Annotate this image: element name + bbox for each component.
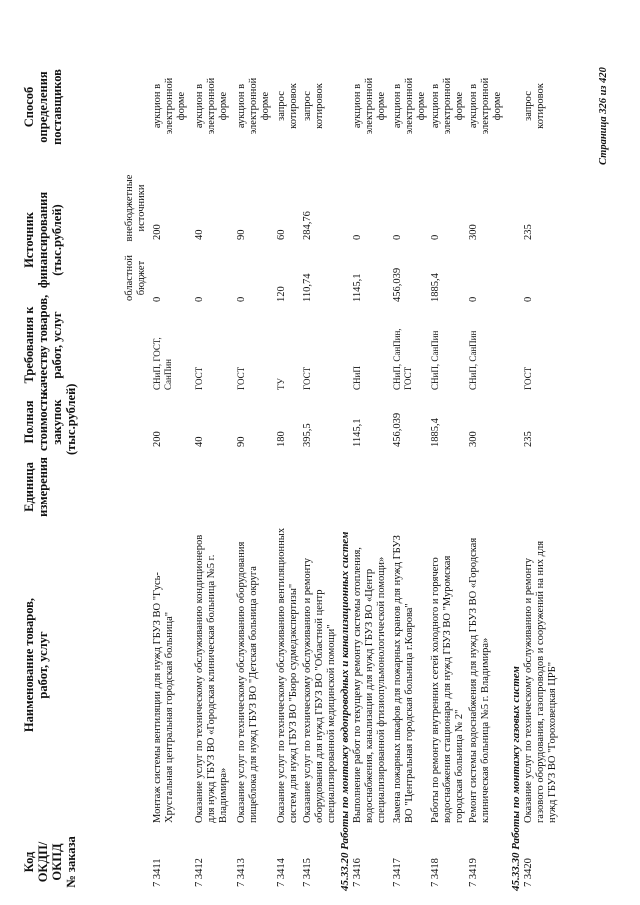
row-method: запрос котировок [302, 83, 325, 129]
row-cost: 40 [194, 436, 205, 447]
row-code: 7 3419 [468, 858, 479, 887]
row-cost: 180 [276, 431, 287, 447]
row-method: аукцион в электронной форме [392, 77, 427, 135]
row-code: 7 3411 [152, 858, 163, 887]
header-code: Код ОКДП/ ОКПД № заказа [22, 836, 78, 888]
row-name: Оказание услуг по техническому обслуживанию кондиционеров для нужд ГБУЗ ВО «Городская клиническая больница №5 г. Владимира» [194, 534, 229, 823]
row-requirements: СНиП, СанПин [468, 330, 478, 390]
row-cost: 456,039 [392, 412, 403, 447]
row-method: аукцион в электронной форме [430, 77, 465, 135]
row-extrabudget: 90 [236, 229, 247, 240]
section-heading: 45.33.30 Работы по монтажу газовых систем [510, 666, 522, 891]
row-extrabudget: 0 [392, 234, 403, 240]
header-requirements: Требования к качеству товаров, работ, услуг [22, 294, 64, 396]
row-requirements: ГОСТ [523, 366, 533, 390]
row-regional-budget: 0 [523, 296, 534, 302]
row-requirements: СНиП, СанПин, ГОСТ [392, 328, 413, 390]
row-extrabudget: 0 [352, 234, 363, 240]
row-requirements: СНиП [352, 366, 362, 390]
row-regional-budget: 120 [276, 286, 287, 302]
row-regional-budget: 0 [236, 296, 247, 302]
row-name: Выполнение работ по текущему ремонту системы отопления, водоснабжения, канализации для нужд ГБУЗ ВО «Центр специализированной фтизиопульмонологической помощи» [352, 547, 387, 823]
row-code: 7 3412 [194, 858, 205, 887]
row-regional-budget: 0 [468, 296, 479, 302]
row-name: Работы по ремонту внутренних сетей холодного и горячего водоснабжения стационара для нужд ГБУЗ ВО "Муромская городская больница № 2" [430, 555, 465, 823]
row-cost: 235 [523, 431, 534, 447]
row-name: Оказание услуг по техническому обслуживанию и ремонту оборудования для нужд ГБУЗ ВО "Областной центр специализированной медицинской помощи" [302, 558, 337, 823]
row-extrabudget: 300 [468, 224, 479, 240]
header-unit: Единица измерения [22, 457, 50, 517]
row-name: Оказание услуг по техническому обслуживанию вентиляционных систем для нужд ГБУЗ ВО "Бюро судмедэкспертизы" [276, 527, 299, 823]
row-extrabudget: 200 [152, 224, 163, 240]
row-name: Оказание услуг по техническому обслуживанию и ремонту газового оборудования, газопроводов и сооружений на них для нужд ГБУЗ ВО "Гороховецкая ЦРБ" [523, 540, 558, 823]
row-method: запрос котировок [276, 83, 299, 129]
row-requirements: СНиП, ГОСТ, СанПин [152, 337, 173, 390]
row-cost: 200 [152, 431, 163, 447]
row-requirements: ТУ [276, 378, 286, 390]
row-requirements: ГОСТ [236, 366, 246, 390]
row-method: аукцион в электронной форме [352, 77, 387, 135]
row-name: Монтаж системы вентиляции для нужд ГБУЗ ВО "Гусь-Хрустальная центральная городская больница" [152, 572, 175, 823]
row-regional-budget: 0 [194, 296, 205, 302]
row-extrabudget: 0 [430, 234, 441, 240]
row-regional-budget: 110,74 [302, 273, 313, 302]
row-requirements: СНиП, СанПин [430, 330, 440, 390]
row-cost: 395,5 [302, 423, 313, 447]
header-source-regional: областной бюджет [124, 255, 147, 301]
row-name: Оказание услуг по техническому обслуживанию оборудования пищеблока для нужд ГБУЗ ВО "Детская больница округа [236, 541, 259, 823]
row-regional-budget: 1885,4 [430, 273, 441, 302]
row-cost: 1885,4 [430, 418, 441, 447]
section-heading: 45.33.20 Работы по монтажу водопроводных и канализационных систем [339, 531, 351, 891]
row-requirements: ГОСТ [302, 366, 312, 390]
row-code: 7 3418 [430, 858, 441, 887]
row-method: запрос котировок [523, 83, 546, 129]
row-method: аукцион в электронной форме [236, 77, 271, 135]
row-method: аукцион в электронной форме [468, 77, 503, 135]
header-source: Источник финансирования (тыс.рублей) [22, 191, 64, 289]
header-name: Наименование товаров, работ, услуг [22, 597, 50, 733]
row-extrabudget: 60 [276, 229, 287, 240]
row-requirements: ГОСТ [194, 366, 204, 390]
row-extrabudget: 284,76 [302, 211, 313, 240]
row-extrabudget: 235 [523, 224, 534, 240]
row-cost: 1145,1 [352, 418, 363, 447]
header-source-extrabudget: внебюджетные источники [124, 174, 147, 242]
row-method: аукцион в электронной форме [194, 77, 229, 135]
row-name: Ремонт системы водоснабжения для нужд ГБУЗ ВО «Городская клиническая больница №5 г. Владимира» [468, 537, 491, 823]
row-extrabudget: 40 [194, 229, 205, 240]
row-code: 7 3414 [276, 858, 287, 887]
row-regional-budget: 1145,1 [352, 273, 363, 302]
row-cost: 90 [236, 436, 247, 447]
header-method: Способ определения поставщиков [22, 69, 64, 145]
page-number: Страница 326 из 420 [598, 67, 609, 165]
row-code: 7 3416 [352, 858, 363, 887]
row-method: аукцион в электронной форме [152, 77, 187, 135]
row-name: Замена пожарных шкафов для пожарных кранов для нужд ГБУЗ ВО "Центральная городская больница г.Коврова" [392, 535, 415, 823]
row-regional-budget: 456,039 [392, 267, 403, 302]
row-code: 7 3420 [523, 858, 534, 887]
row-regional-budget: 0 [152, 296, 163, 302]
row-code: 7 3415 [302, 858, 313, 887]
row-code: 7 3417 [392, 858, 403, 887]
header-cost: Полная стоимость закупок (тыс.рублей) [22, 383, 78, 455]
row-code: 7 3413 [236, 858, 247, 887]
row-cost: 300 [468, 431, 479, 447]
